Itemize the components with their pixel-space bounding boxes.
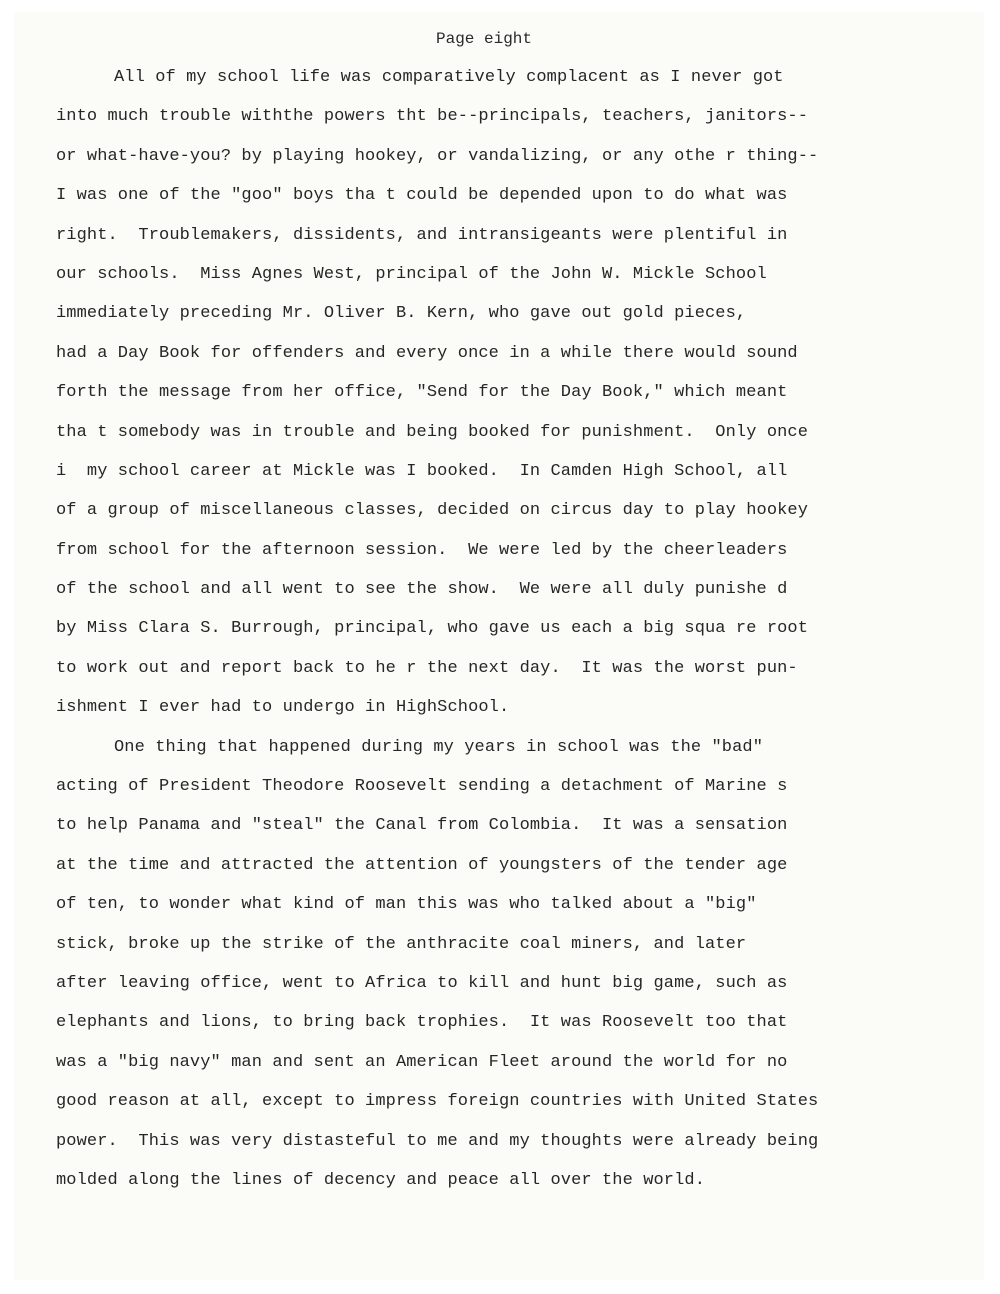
- text-line: good reason at all, except to impress foreign countries with United States: [56, 1092, 819, 1112]
- text-line: after leaving office, went to Africa to kill and hunt big game, such as: [56, 973, 788, 993]
- text-line: power. This was very distasteful to me and my thoughts were already being: [56, 1131, 819, 1151]
- text-line: tha t somebody was in trouble and being booked for punishment. Only once: [56, 422, 809, 442]
- text-line: I was one of the "goo" boys tha t could be depended upon to do what was: [56, 186, 788, 206]
- text-line: of the school and all went to see the show. We were all duly punishe d: [56, 580, 788, 600]
- text-line: One thing that happened during my years in school was the "bad": [114, 737, 764, 757]
- text-line: from school for the afternoon session. We were led by the cheerleaders: [56, 540, 788, 560]
- page-number-heading: Page eight: [435, 30, 532, 48]
- text-line: or what-have-you? by playing hookey, or vandalizing, or any othe r thing--: [56, 146, 819, 166]
- text-line: stick, broke up the strike of the anthracite coal miners, and later: [56, 934, 747, 954]
- text-line: into much trouble withthe powers tht be--principals, teachers, janitors--: [56, 107, 809, 127]
- text-line: elephants and lions, to bring back trophies. It was Roosevelt too that: [56, 1013, 788, 1033]
- text-line: molded along the lines of decency and peace all over the world.: [56, 1170, 706, 1190]
- text-line: forth the message from her office, "Send for the Day Book," which meant: [56, 383, 788, 403]
- text-line: by Miss Clara S. Burrough, principal, who gave us each a big squa re root: [56, 619, 809, 639]
- text-line: to work out and report back to he r the next day. It was the worst pun-: [56, 658, 798, 678]
- paragraph-school-life: [56, 58, 986, 728]
- text-line: of ten, to wonder what kind of man this was who talked about a "big": [56, 895, 757, 915]
- text-line: of a group of miscellaneous classes, decided on circus day to play hookey: [56, 501, 809, 521]
- memoir-text: [56, 58, 986, 1200]
- text-line: i my school career at Mickle was I booked. In Camden High School, all: [56, 461, 788, 481]
- text-line: at the time and attracted the attention of youngsters of the tender age: [56, 855, 788, 875]
- text-line: had a Day Book for offenders and every once in a while there would sound: [56, 343, 798, 363]
- text-line: immediately preceding Mr. Oliver B. Kern, who gave out gold pieces,: [56, 304, 747, 324]
- text-line: All of my school life was comparatively complacent as I never got: [114, 68, 784, 87]
- text-line: our schools. Miss Agnes West, principal of the John W. Mickle School: [56, 264, 767, 284]
- paragraph-roosevelt: [56, 728, 986, 1201]
- text-line: was a "big navy" man and sent an American Fleet around the world for no: [56, 1052, 788, 1072]
- text-line: to help Panama and "steal" the Canal from Colombia. It was a sensation: [56, 816, 788, 836]
- text-line: ishment I ever had to undergo in HighSchool.: [56, 698, 510, 718]
- typed-page: [14, 12, 984, 1280]
- text-line: right. Troublemakers, dissidents, and intransigeants were plentiful in: [56, 225, 788, 245]
- text-line: acting of President Theodore Roosevelt sending a detachment of Marine s: [56, 777, 788, 797]
